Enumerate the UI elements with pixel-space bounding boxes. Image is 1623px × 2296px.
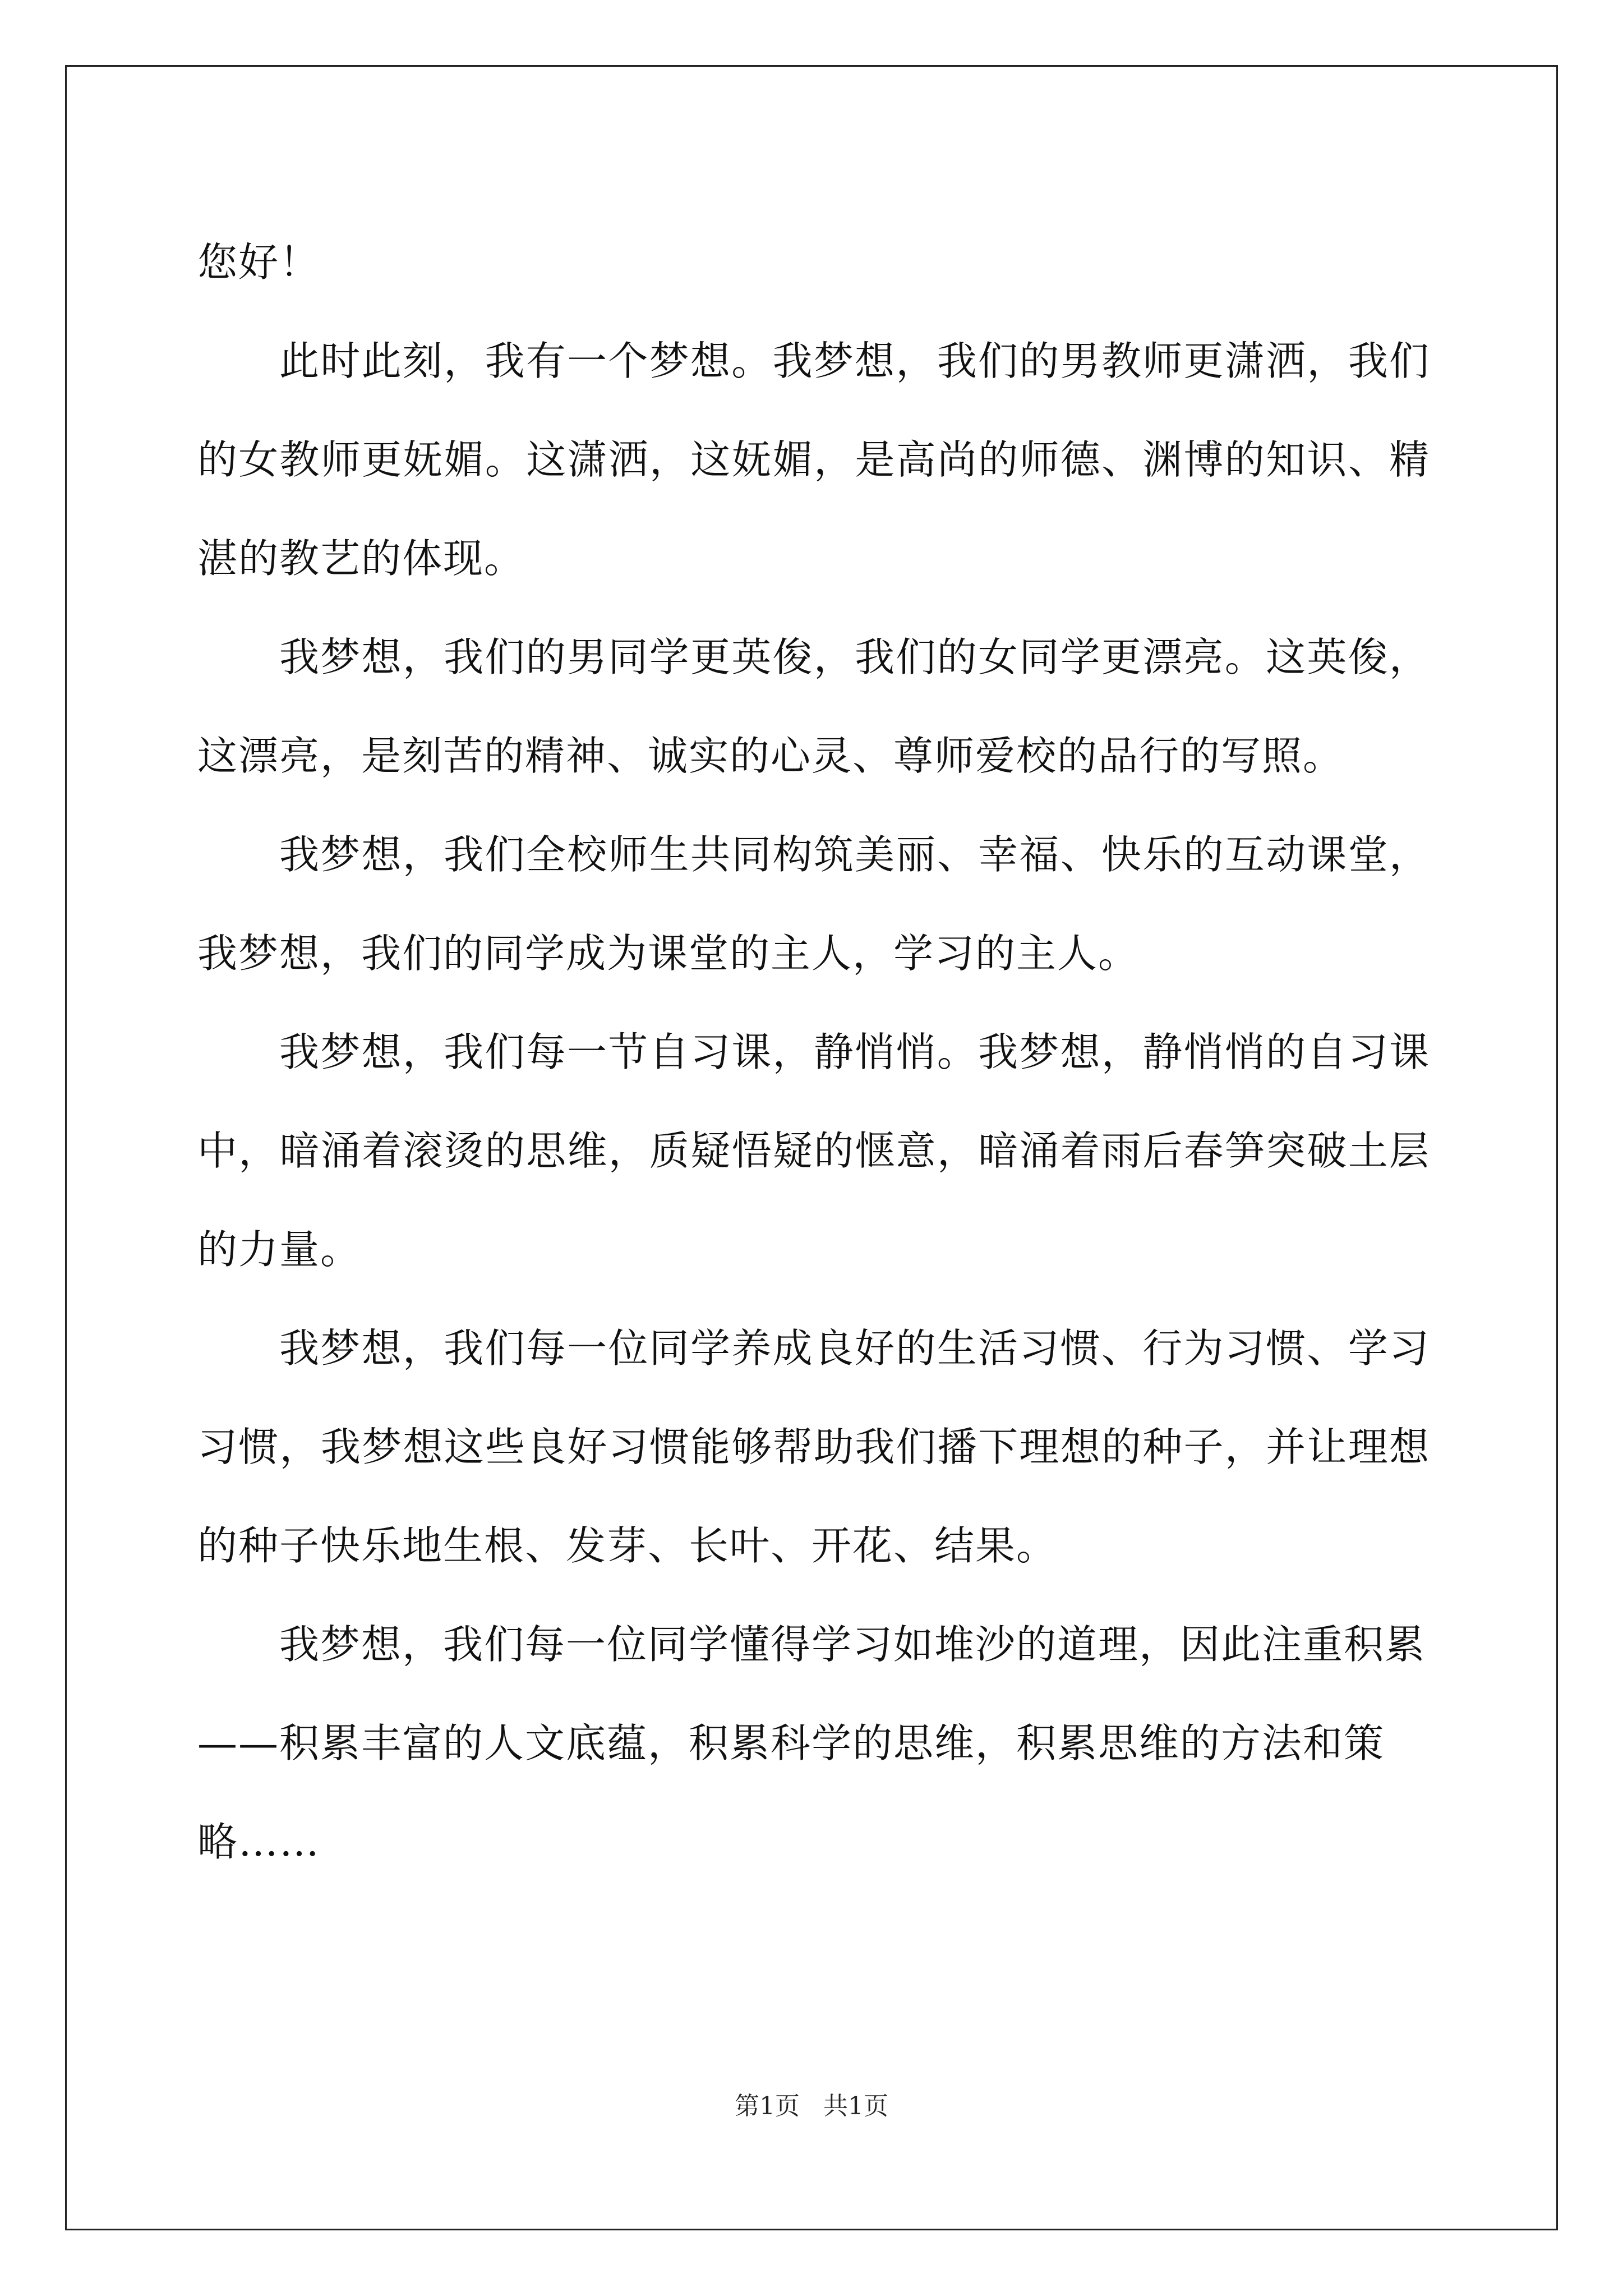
paragraph-3: 我梦想，我们全校师生共同构筑美丽、幸福、快乐的互动课堂，我梦想，我们的同学成为课堂的主人，学习的主人。	[197, 831, 1430, 977]
paragraph-2: 我梦想，我们的男同学更英俊，我们的女同学更漂亮。这英俊，这漂亮，是刻苦的精神、诚实的心灵、尊师爱校的品行的写照。	[197, 634, 1430, 779]
paragraph-1: 此时此刻，我有一个梦想。我梦想，我们的男教师更潇洒，我们的女教师更妩媚。这潇洒，这妩媚，是高尚的师德、渊博的知识、精湛的教艺的体现。	[197, 338, 1430, 582]
paragraph-6: 我梦想，我们每一位同学懂得学习如堆沙的道理，因此注重积累——积累丰富的人文底蕴，积累科学的思维，积累思维的方法和策略……	[197, 1621, 1426, 1865]
greeting: 您好！	[197, 239, 321, 286]
page-footer	[0, 2086, 1623, 2122]
document-body	[197, 213, 1430, 1892]
paragraph-5: 我梦想，我们每一位同学养成良好的生活习惯、行为习惯、学习习惯，我梦想这些良好习惯能够帮助我们播下理想的种子，并让理想的种子快乐地生根、发芽、长叶、开花、结果。	[197, 1325, 1430, 1569]
paragraph-4: 我梦想，我们每一节自习课，静悄悄。我梦想，静悄悄的自习课中，暗涌着滚烫的思维，质疑悟疑的惬意，暗涌着雨后春笋突破土层的力量。	[197, 1029, 1430, 1273]
page-total: 共1页	[823, 2092, 888, 2120]
page-number: 第1页	[735, 2092, 800, 2120]
footer-spacer	[800, 2092, 823, 2120]
